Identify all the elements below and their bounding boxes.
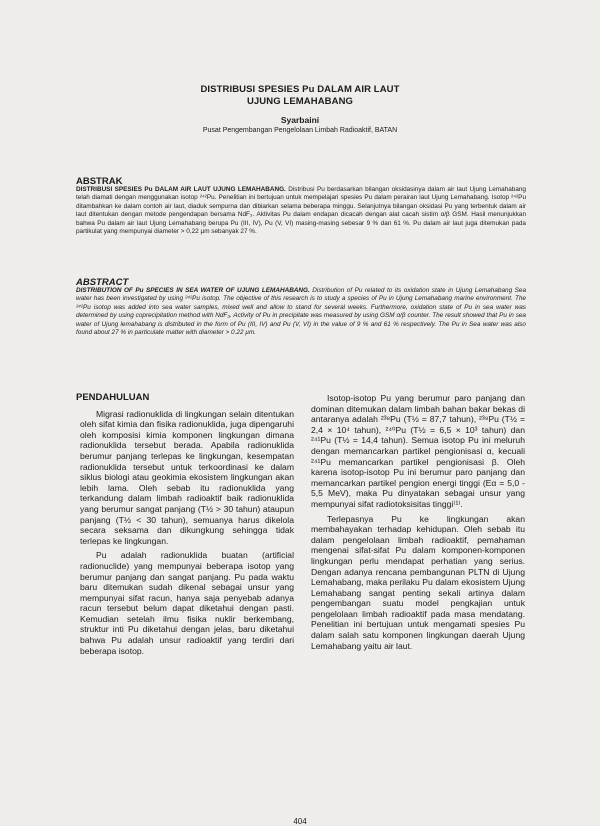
right-column [311, 393, 525, 655]
body-paragraph: Migrasi radionuklida di lingkungan selain ditentukan oleh sifat kimia dan fisika radionuklida, juga dipengaruhi oleh komposisi kimia komponen lingkungan dimana radionuklida tersebut berada. Apabila radionuklida berumur panjang terlepas ke lingkungan, kesempatan radionuklida tersebut untuk terkoordinasi ke dalam siklus biologi atau geokimia ekosistem lingkungan akan lebih lama. Oleh sebab itu radionuklida yang terkandung dalam limbah radioaktif baik radionuklida yang berumur sangat panjang (T½ > 30 tahun) ataupun panjang (T½ < 30 tahun), semuanya harus dikelola secara seksama dan dikungkung sehingga tidak terlepas ke lingkungan. [80, 408, 294, 546]
paper-title-line-2: UJUNG LEMAHABANG [246, 96, 354, 107]
abstrak-body: Distribusi Pu berdasarkan bilangan oksidasinya dalam air laut Ujung Lemahabang telah diamati dengan menggunakan isotop ²⁴²Pu. Penelitian ini bertujuan untuk mempelajari spesies Pu dalam perairan laut Ujung Lemahabang. Isotop ²⁴²Pu ditambahkan ke dalam contoh air laut, diaduk sempurna dan dibiarkan selama beberapa minggu. Selanjutnya bilangan oksidasi Pu yang terbentuk dalam air laut ditentukan dengan metode pengendapan bersama NdF₃. Aktivitas Pu dalam endapan dicacah dengan alat cacah sistim α/β GSM. Hasil menunjukkan bahwa Pu dalam air laut Ujung Lemahabang berupa Pu (III, IV), Pu (V, VI) masing-masing sebesar 9 % dan 61 %. Pu dalam air laut juga ditemukan pada partikulat yang mempunyai diameter > 0,22 µm sebanyak 27 %. [76, 186, 526, 236]
abstract-heading: ABSTRACT [76, 277, 129, 288]
abstract-lead: DISTRIBUTION OF Pu SPECIES IN SEA WATER OF UJUNG LEMAHABANG. [76, 287, 310, 294]
abstrak-paragraph [76, 186, 526, 236]
abstrak-lead: DISTRIBUSI SPESIES Pu DALAM AIR LAUT UJUNG LEMAHABANG. [76, 186, 286, 193]
author-name: Syarbaini [280, 115, 320, 125]
body-paragraph: Terlepasnya Pu ke lingkungan akan membahayakan terhadap kehidupan. Oleh sebab itu dalam pengelolaan limbah radioaktif, pemahaman mengenai sifat-sifat Pu dalam komponen-komponen lingkungan perlu mendapat perhatian yang serius. Dengan adanya rencana pembangunan PLTN di Ujung Lemahabang, maka perilaku Pu dalam ekosistem Ujung Lemahabang sangat penting sekali artinya dalam pengembangan suatu model pengkajian untuk pengelolaan limbah radioaktif pada masa mendatang. Penelitian ini bertujuan untuk mengamati spesies Pu dalam salah satu komponen lingkungan daerah Ujung Lemahabang yaitu air laut. [311, 513, 525, 651]
paper-title-line-1: DISTRIBUSI SPESIES Pu DALAM AIR LAUT [200, 84, 400, 95]
body-paragraph: Isotop-isotop Pu yang berumur paro panjang dan dominan ditemukan dalam limbah bahan bakar bekas di antaranya adalah ²³⁸Pu (T½ = 87,7 tahun), ²³⁹Pu (T½ = 2,4 × 10⁴ tahun), ²⁴⁰Pu (T½ = 6,5 × 10³ tahun) dan ²⁴¹Pu (T½ = 14,4 tahun). Semua isotop Pu ini meluruh dengan memancarkan partikel pengionisasi α, kecuali ²⁴¹Pu memancarkan partikel pengionisasi β. Oleh karena isotop-isotop Pu ini berumur paro panjang dan memancarkan partikel pengion energi tinggi (Eα = 5,0 - 5,5 MeV), maka Pu dinyatakan sebagai unsur yang mempunyai sifat radiotoksisitas tinggi⁽¹⁾. [311, 393, 525, 509]
abstract-body: Distribution of Pu related to its oxidation state in Ujung Lemahabang Sea water has been investigated by using ²⁴²Pu isotop. The objective of this research is to study a species of Pu in Ujung Lemahabang marine environment. The ²⁴²Pu isotop was added into sea water samples, mixed well and allow to stand for several weeks. Furthermore, oxidation state of Pu in sea water was determined by using coprecipitation method with NdF₃. Activity of Pu in precipitate was measured by using GSM α/β counter. The result showed that Pu in sea water of Ujung lemahabang is distributed in the form of Pu (III, IV) and Pu (V, VI) in the value of 9 % and 61 % respectively. The Pu in Sea water was also found about 27 % in particulate matter with diameter > 0.22 µm. [76, 287, 526, 337]
abstrak-heading: ABSTRAK [76, 176, 123, 187]
left-column [76, 392, 294, 660]
body-paragraph: Pu adalah radionuklida buatan (artificial radionuclide) yang mempunyai beberapa isotop yang berumur panjang dan sangat panjang. Pu pada waktu baru ditemukan sudah dikenal sebagai unsur yang mempunyai sifat racun, hanya saja penyebab adanya racun tersebut belum dapat diketahui dengan pasti. Kemudian setelah ilmu fisika nuklir berkembang, struktur inti Pu diketahui dengan jelas, baru diketahui bahwa Pu adalah unsur radioaktif yang terdiri dari beberapa isotop. [80, 550, 294, 656]
abstract-paragraph [76, 287, 526, 337]
page-number: 404 [293, 817, 307, 826]
section-heading-pendahuluan: PENDAHULUAN [76, 392, 150, 403]
author-affiliation: Pusat Pengembangan Pengelolaan Limbah Radioaktif, BATAN [202, 127, 398, 134]
